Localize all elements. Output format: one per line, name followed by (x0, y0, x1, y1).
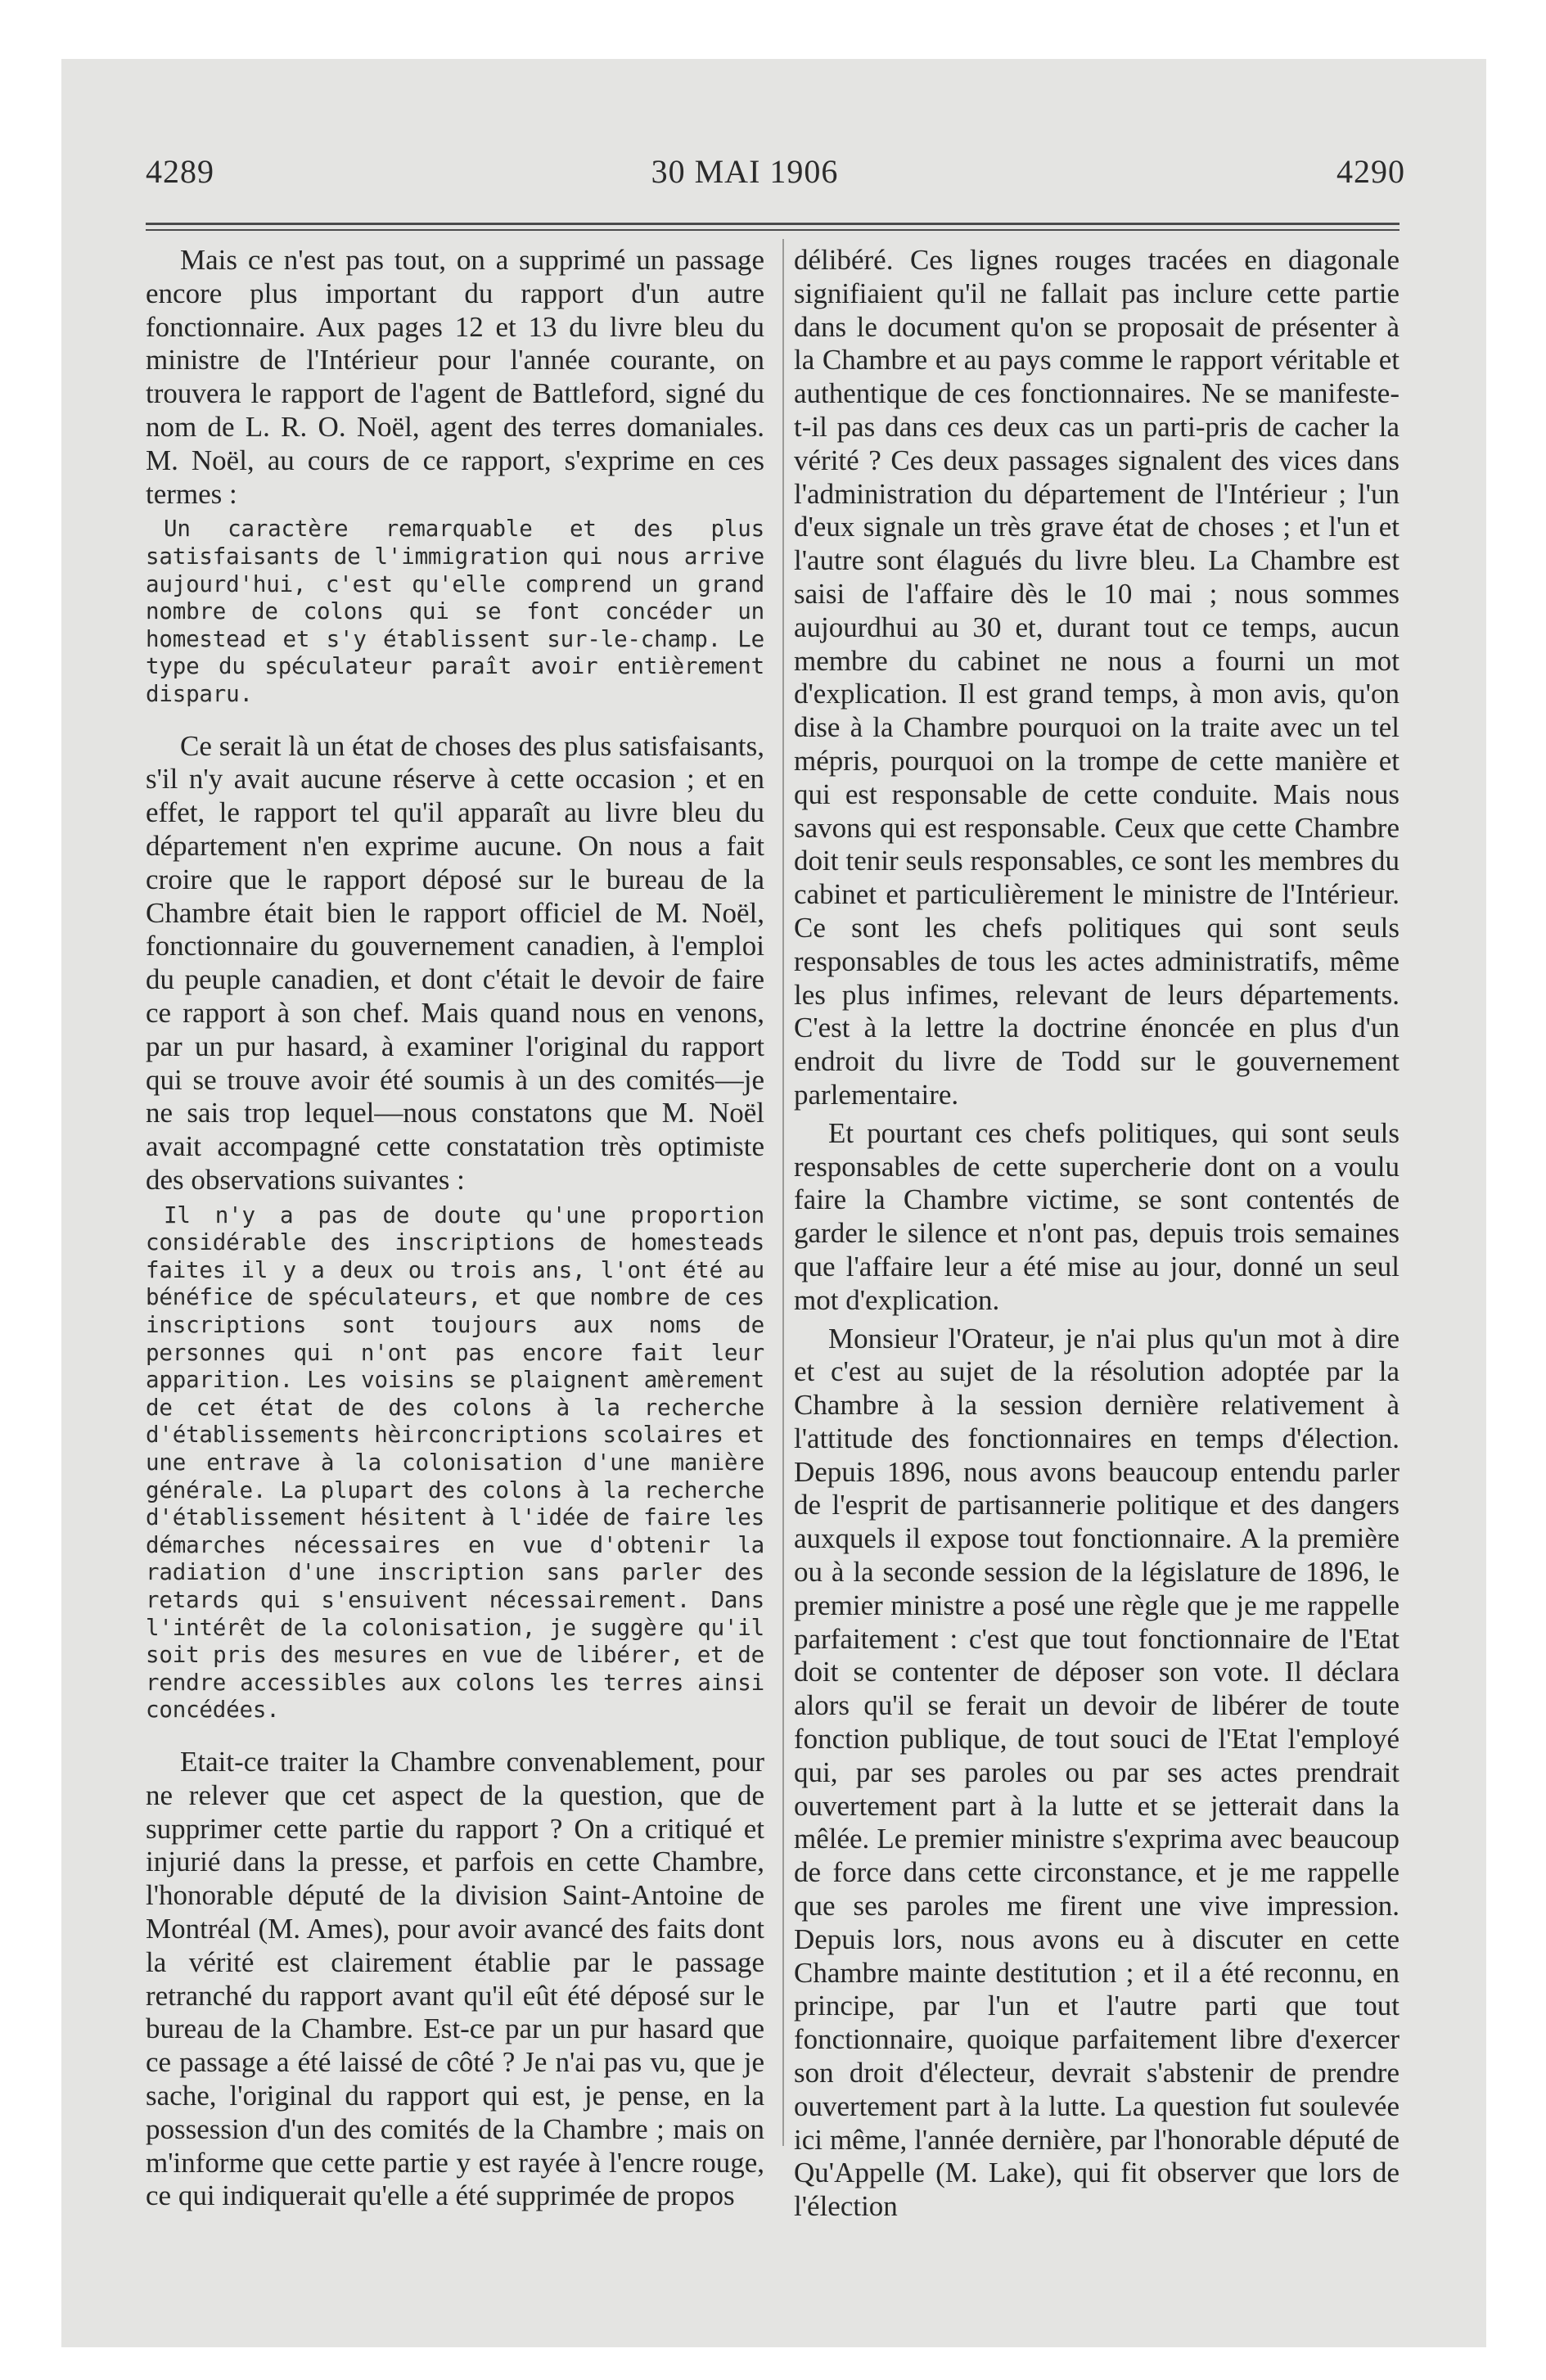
page-header (84, 152, 1405, 193)
page-number-right: 4290 (1336, 153, 1405, 190)
header-rule-double (146, 229, 1400, 231)
paragraph: Mais ce n'est pas tout, on a supprimé un passage encore plus important du rapport d'un autre fonctionnaire. Aux pages 12 et 13 du livre bleu du ministre de l'Intérieur pour l'année courante, on trouvera le rapport de l'agent de Battleford, signé du nom de L. R. O. Noël, agent des terres domaniales. M. Noël, au cours de ce rapport, s'exprime en ces termes : (146, 244, 764, 510)
paragraph: Etait-ce traiter la Chambre convenablement, pour ne relever que cet aspect de la question, que de supprimer cette partie du rapport ? On a critiqué et injurié dans la presse, et parfois en cette Chambre, l'honorable député de la division Saint-Antoine de Montréal (M. Ames), pour avoir avancé des faits dont la vérité est clairement établie par le passage retranché du rapport avant qu'il eût été déposé sur le bureau de la Chambre. Est-ce par un pur hasard que ce passage a été laissé de côté ? Je n'ai pas vu, que je sache, l'original du rapport qui est, je pense, en la possession d'un des comités de la Chambre ; mais on m'informe que cette partie y est rayée à l'encre rouge, ce qui indiquerait qu'elle a été supprimée de propos (146, 1745, 764, 2212)
paragraph: Et pourtant ces chefs politiques, qui sont seuls responsables de cette supercherie dont on a voulu faire la Chambre victime, se sont contentés de garder le silence et n'ont pas, depuis trois semaines que l'affaire leur a été mise au jour, donné un seul mot d'explication. (794, 1116, 1400, 1316)
paragraph: Ce serait là un état de choses des plus satisfaisants, s'il n'y avait aucune réserve à cette occasion ; et en effet, le rapport tel qu'il apparaît au livre bleu du département n'en exprime aucune. On nous a fait croire que le rapport déposé sur le bureau de la Chambre était bien le rapport officiel de M. Noël, fonctionnaire du gouvernement canadien, à l'emploi du peuple canadien, et dont c'était le devoir de faire ce rapport à son chef. Mais quand nous en venons, par un pur hasard, à examiner l'original du rapport qui se trouve avoir été soumis à un des comités—je ne sais trop lequel—nous constatons que M. Noël avait accompagné cette constatation très optimiste des observations suivantes : (146, 729, 764, 1196)
block-quote: Il n'y a pas de doute qu'une proportion considérable des inscriptions de homesteads faites il y a deux ou trois ans, l'ont été au bénéfice de spéculateurs, et que nombre de ces inscriptions sont toujours aux noms de personnes qui n'ont pas encore fait leur apparition. Les voisins se plaignent amèrement de cet état de des colons à la recherche d'établissements hèirconcriptions scolaires et une entrave à la colonisation d'une manière générale. La plupart des colons à la recherche d'établissement hésitent à l'idée de faire les démarches nécessaires en vue d'obtenir la radiation d'une inscription sans parler des retards qui s'ensuivent nécessairement. Dans l'intérêt de la colonisation, je suggère qu'il soit pris des mesures en vue de libérer, et de rendre accessibles aux colons les terres ainsi concédées. (146, 1201, 764, 1724)
page-number-left: 4289 (146, 153, 214, 190)
paragraph: délibéré. Ces lignes rouges tracées en diagonale signifiaient qu'il ne fallait pas inclure cette partie dans le document qu'on se proposait de présenter à la Chambre et au pays comme le rapport véritable et authentique de ces fonctionnaires. Ne se manifeste-t-il pas dans ces deux cas un parti-pris de cacher la vérité ? Ces deux passages signalent des vices dans l'administration du département de l'Intérieur ; l'un d'eux signale un très grave état de choses ; et l'un et l'autre sont élagués du livre bleu. La Chambre est saisi de l'affaire dès le 10 mai ; nous sommes aujourdhui au 30 et, durant tout ce temps, aucun membre du cabinet ne nous a fourni un mot d'explication. Il est grand temps, à mon avis, qu'on dise à la Chambre pourquoi on la traite avec un tel mépris, pourquoi on la trompe de cette manière et qui est responsable de cette conduite. Mais nous savons qui est responsable. Ceux que cette Chambre doit tenir seuls responsables, ce sont les membres du cabinet et particulièrement le ministre de l'Intérieur. Ce sont les chefs politiques qui sont seuls responsables de tous les actes administratifs, même les plus infimes, relevant de leurs départements. C'est à la lettre la doctrine énoncée en plus d'un endroit du livre de Todd sur le gouvernement parlementaire. (794, 244, 1400, 1111)
header-rule (146, 223, 1400, 225)
left-column (146, 244, 764, 2218)
right-column (794, 244, 1400, 2229)
column-divider (782, 239, 784, 2146)
header-date: 30 MAI 1906 (651, 153, 839, 190)
block-quote: Un caractère remarquable et des plus satisfaisants de l'immigration qui nous arrive aujourd'hui, c'est qu'elle comprend un grand nombre de colons qui se font concéder un homestead et s'y établissent sur-le-champ. Le type du spéculateur paraît avoir entièrement disparu. (146, 516, 764, 707)
paragraph: Monsieur l'Orateur, je n'ai plus qu'un mot à dire et c'est au sujet de la résolution adoptée par la Chambre à la session dernière relativement à l'attitude des fonctionnaires en temps d'élection. Depuis 1896, nous avons beaucoup entendu parler de l'esprit de partisannerie politique et des dangers auxquels il expose tout fonctionnaire. A la première ou à la seconde session de la législature de 1896, le premier ministre a posé une règle que je me rappelle parfaitement : c'est que tout fonctionnaire de l'Etat doit se contenter de déposer son vote. Il déclara alors qu'il se ferait un devoir de libérer de toute fonction publique, de tout souci de l'Etat l'employé qui, par ses paroles ou par ses actes prendrait ouvertement part à la lutte et se jetterait dans la mêlée. Le premier ministre s'exprima avec beaucoup de force dans cette circonstance, et je me rappelle que ses paroles me firent une vive impression. Depuis lors, nous avons eu à discuter en cette Chambre mainte destitution ; et il a été reconnu, en principe, par l'un et l'autre parti que tout fonctionnaire, quoique parfaitement libre d'exercer son droit d'électeur, devrait s'abstenir de prendre ouvertement part à la lutte. La question fut soulevée ici même, l'année dernière, par l'honorable député de Qu'Appelle (M. Lake), qui fit observer que lors de l'élection (794, 1322, 1400, 2223)
